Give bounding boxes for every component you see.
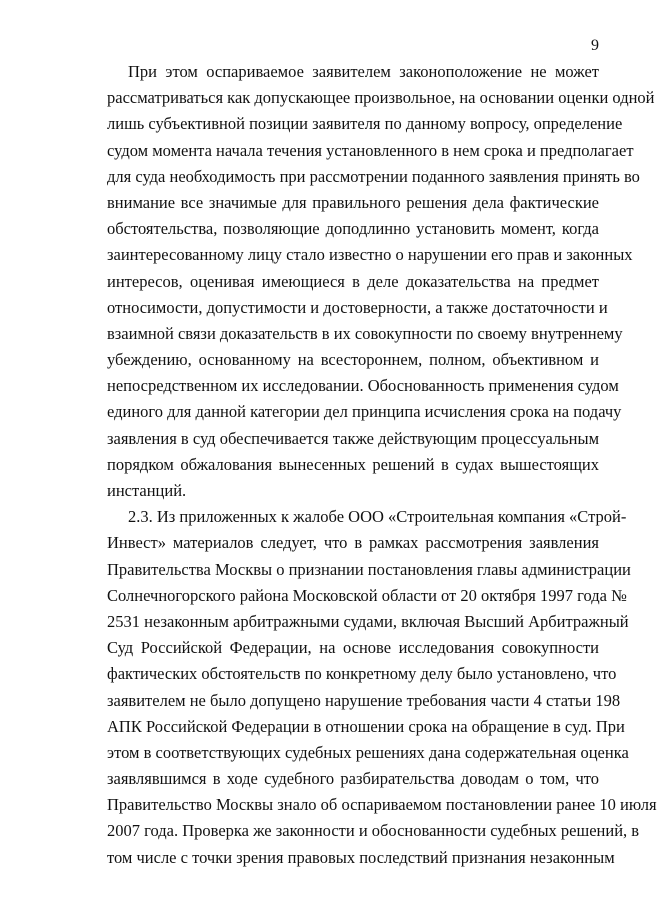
paragraph-1-line-7: обстоятельства, позволяющие доподлинно установить момент, когда	[107, 219, 599, 239]
paragraph-1-line-4: судом момента начала течения установленного в нем срока и предполагает	[107, 140, 634, 160]
paragraph-1-line-9: интересов, оценивая имеющиеся в деле доказательства на предмет	[107, 271, 599, 291]
paragraph-1-line-17: инстанций.	[107, 481, 187, 500]
paragraph-1-line-3: лишь субъективной позиции заявителя по данному вопросу, определение	[107, 114, 623, 134]
paragraph-1-line-11: взаимной связи доказательств в их совокупности по своему внутреннему	[107, 323, 623, 343]
paragraph-1-line-2: рассматриваться как допускающее произвольное, на основании оценки одной	[107, 88, 655, 108]
paragraph-2-line-8: заявителем не было допущено нарушение требования части 4 статьи 198	[107, 690, 621, 710]
paragraph-1-line-15: заявления в суд обеспечивается также действующим процессуальным	[107, 428, 600, 448]
paragraph-1-line-10: относимости, допустимости и достоверности, а также достаточности и	[107, 297, 608, 317]
paragraph-2-line-11: заявлявшимся в ходе судебного разбирательства доводам о том, что	[107, 769, 599, 789]
paragraph-2-line-4: Солнечногорского района Московской области от 20 октября 1997 года №	[107, 585, 627, 605]
document-body	[107, 59, 657, 871]
paragraph-1-line-6: внимание все значимые для правильного решения дела фактические	[107, 192, 599, 212]
paragraph-2-line-5: 2531 незаконным арбитражными судами, включая Высший Арбитражный	[107, 611, 629, 631]
paragraph-1-line-13: непосредственном их исследовании. Обоснованность применения судом	[107, 376, 619, 396]
paragraph-2-line-12: Правительство Москвы знало об оспариваемом постановлении ранее 10 июля	[107, 795, 657, 815]
paragraph-2-line-14: том числе с точки зрения правовых последствий признания незаконным	[107, 847, 615, 867]
paragraph-1-line-8: заинтересованному лицу стало известно о нарушении его прав и законных	[107, 245, 633, 265]
paragraph-2-line-6: Суд Российской Федерации, на основе исследования совокупности	[107, 638, 599, 658]
paragraph-2-line-7: фактических обстоятельств по конкретному делу было установлено, что	[107, 664, 617, 684]
page-number: 9	[591, 37, 599, 54]
paragraph-2-line-10: этом в соответствующих судебных решениях дана содержательная оценка	[107, 742, 629, 762]
paragraph-2-line-13: 2007 года. Проверка же законности и обоснованности судебных решений, в	[107, 821, 640, 841]
paragraph-2-line-1: 2.3. Из приложенных к жалобе ООО «Строительная компания «Строй-	[128, 507, 627, 527]
paragraph-2-line-3: Правительства Москвы о признании постановления главы администрации	[107, 559, 631, 579]
paragraph-1-line-1: При этом оспариваемое заявителем законоположение не может	[128, 62, 599, 81]
paragraph-2-line-9: АПК Российской Федерации в отношении срока на обращение в суд. При	[107, 716, 625, 736]
paragraph-1-line-12: убеждению, основанному на всестороннем, полном, объективном и	[107, 350, 599, 370]
paragraph-1-line-16: порядком обжалования вынесенных решений в судах вышестоящих	[107, 454, 599, 474]
paragraph-2-line-2: Инвест» материалов следует, что в рамках рассмотрения заявления	[107, 533, 599, 553]
paragraph-1-line-14: единого для данной категории дел принципа исчисления срока на подачу	[107, 402, 622, 422]
paragraph-1-line-5: для суда необходимость при рассмотрении поданного заявления принять во	[107, 166, 640, 186]
